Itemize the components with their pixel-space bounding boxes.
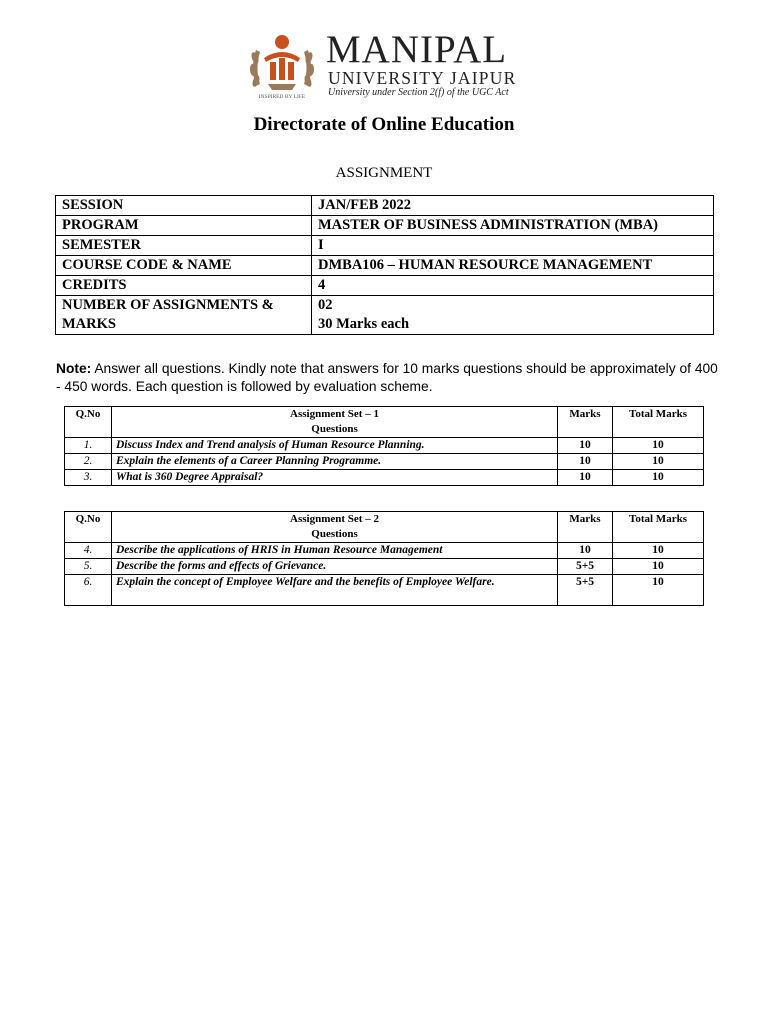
note-label: Note:: [56, 361, 92, 376]
header-marks: Marks: [558, 407, 613, 438]
question-text: Discuss Index and Trend analysis of Human Resource Planning.: [112, 438, 558, 454]
header-marks: Marks: [558, 512, 613, 543]
info-row: [56, 216, 714, 236]
question-total: 10: [613, 543, 704, 559]
question-number: 2.: [65, 454, 112, 470]
university-logo: [246, 28, 536, 100]
info-key: SESSION: [56, 196, 312, 216]
info-key: [56, 296, 312, 335]
assignment-set-2-table: [64, 511, 704, 606]
question-number: 1.: [65, 438, 112, 454]
note-text: Answer all questions. Kindly note that answers for 10 marks questions should be approximately of 400 - 450 words. Each question is followed by evaluation scheme.: [56, 361, 718, 394]
info-row: [56, 256, 714, 276]
question-total: 10: [613, 559, 704, 575]
page-title: Directorate of Online Education: [253, 114, 515, 135]
assignment-set-1-table: [64, 406, 704, 486]
table-row: [65, 454, 704, 470]
university-subname: UNIVERSITY JAIPUR: [328, 68, 517, 88]
info-value: DMBA106 – HUMAN RESOURCE MANAGEMENT: [312, 256, 714, 276]
header-questions: [112, 512, 558, 543]
question-marks: 10: [558, 454, 613, 470]
question-marks: 10: [558, 543, 613, 559]
table-row: [65, 438, 704, 454]
question-total: 10: [613, 454, 704, 470]
university-name: MANIPAL: [326, 28, 508, 71]
header-set-title: Assignment Set – 2: [290, 513, 379, 525]
info-value: 4: [312, 276, 714, 296]
question-marks: 5+5: [558, 559, 613, 575]
question-text: Describe the forms and effects of Grievance.: [112, 559, 558, 575]
course-info-table: [55, 195, 714, 335]
question-text: Describe the applications of HRIS in Human Resource Management: [112, 543, 558, 559]
info-value: JAN/FEB 2022: [312, 196, 714, 216]
question-text: Explain the concept of Employee Welfare and the benefits of Employee Welfare.: [112, 575, 558, 606]
question-marks: 5+5: [558, 575, 613, 606]
header-questions: [112, 407, 558, 438]
header-set-title: Assignment Set – 1: [290, 408, 379, 420]
info-row: [56, 276, 714, 296]
manipal-emblem-icon: [246, 28, 318, 100]
table-header-row: [65, 407, 704, 438]
info-value: [312, 296, 714, 335]
header-total-marks: Total Marks: [613, 512, 704, 543]
info-row: [56, 196, 714, 216]
info-key: PROGRAM: [56, 216, 312, 236]
info-value: MASTER OF BUSINESS ADMINISTRATION (MBA): [312, 216, 714, 236]
info-row: [56, 236, 714, 256]
question-total: 10: [613, 438, 704, 454]
info-key: COURSE CODE & NAME: [56, 256, 312, 276]
question-text: What is 360 Degree Appraisal?: [112, 470, 558, 486]
header-qno: Q.No: [65, 512, 112, 543]
table-row: [65, 543, 704, 559]
header-questions-label: Questions: [311, 423, 358, 435]
question-marks: 10: [558, 470, 613, 486]
table-row: [65, 575, 704, 606]
info-value-line: 02: [318, 297, 333, 313]
table-row: [65, 470, 704, 486]
question-marks: 10: [558, 438, 613, 454]
table-row: [65, 559, 704, 575]
question-number: 5.: [65, 559, 112, 575]
info-key: SEMESTER: [56, 236, 312, 256]
note-paragraph: [56, 360, 720, 396]
info-row: [56, 296, 714, 335]
question-number: 3.: [65, 470, 112, 486]
question-total: 10: [613, 470, 704, 486]
info-value-line: 30 Marks each: [318, 316, 410, 332]
table-header-row: [65, 512, 704, 543]
info-value: I: [312, 236, 714, 256]
question-text: Explain the elements of a Career Planning Programme.: [112, 454, 558, 470]
header-total-marks: Total Marks: [613, 407, 704, 438]
info-key: CREDITS: [56, 276, 312, 296]
university-tagline: University under Section 2(f) of the UGC Act: [328, 87, 509, 98]
info-key-line: MARKS: [62, 316, 116, 332]
header-questions-label: Questions: [311, 528, 358, 540]
page-subtitle: ASSIGNMENT: [335, 165, 433, 181]
svg-text:INSPIRED BY LIFE: INSPIRED BY LIFE: [258, 94, 306, 100]
question-total: 10: [613, 575, 704, 606]
info-key-line: NUMBER OF ASSIGNMENTS &: [62, 297, 274, 313]
header-qno: Q.No: [65, 407, 112, 438]
question-number: 6.: [65, 575, 112, 606]
question-number: 4.: [65, 543, 112, 559]
